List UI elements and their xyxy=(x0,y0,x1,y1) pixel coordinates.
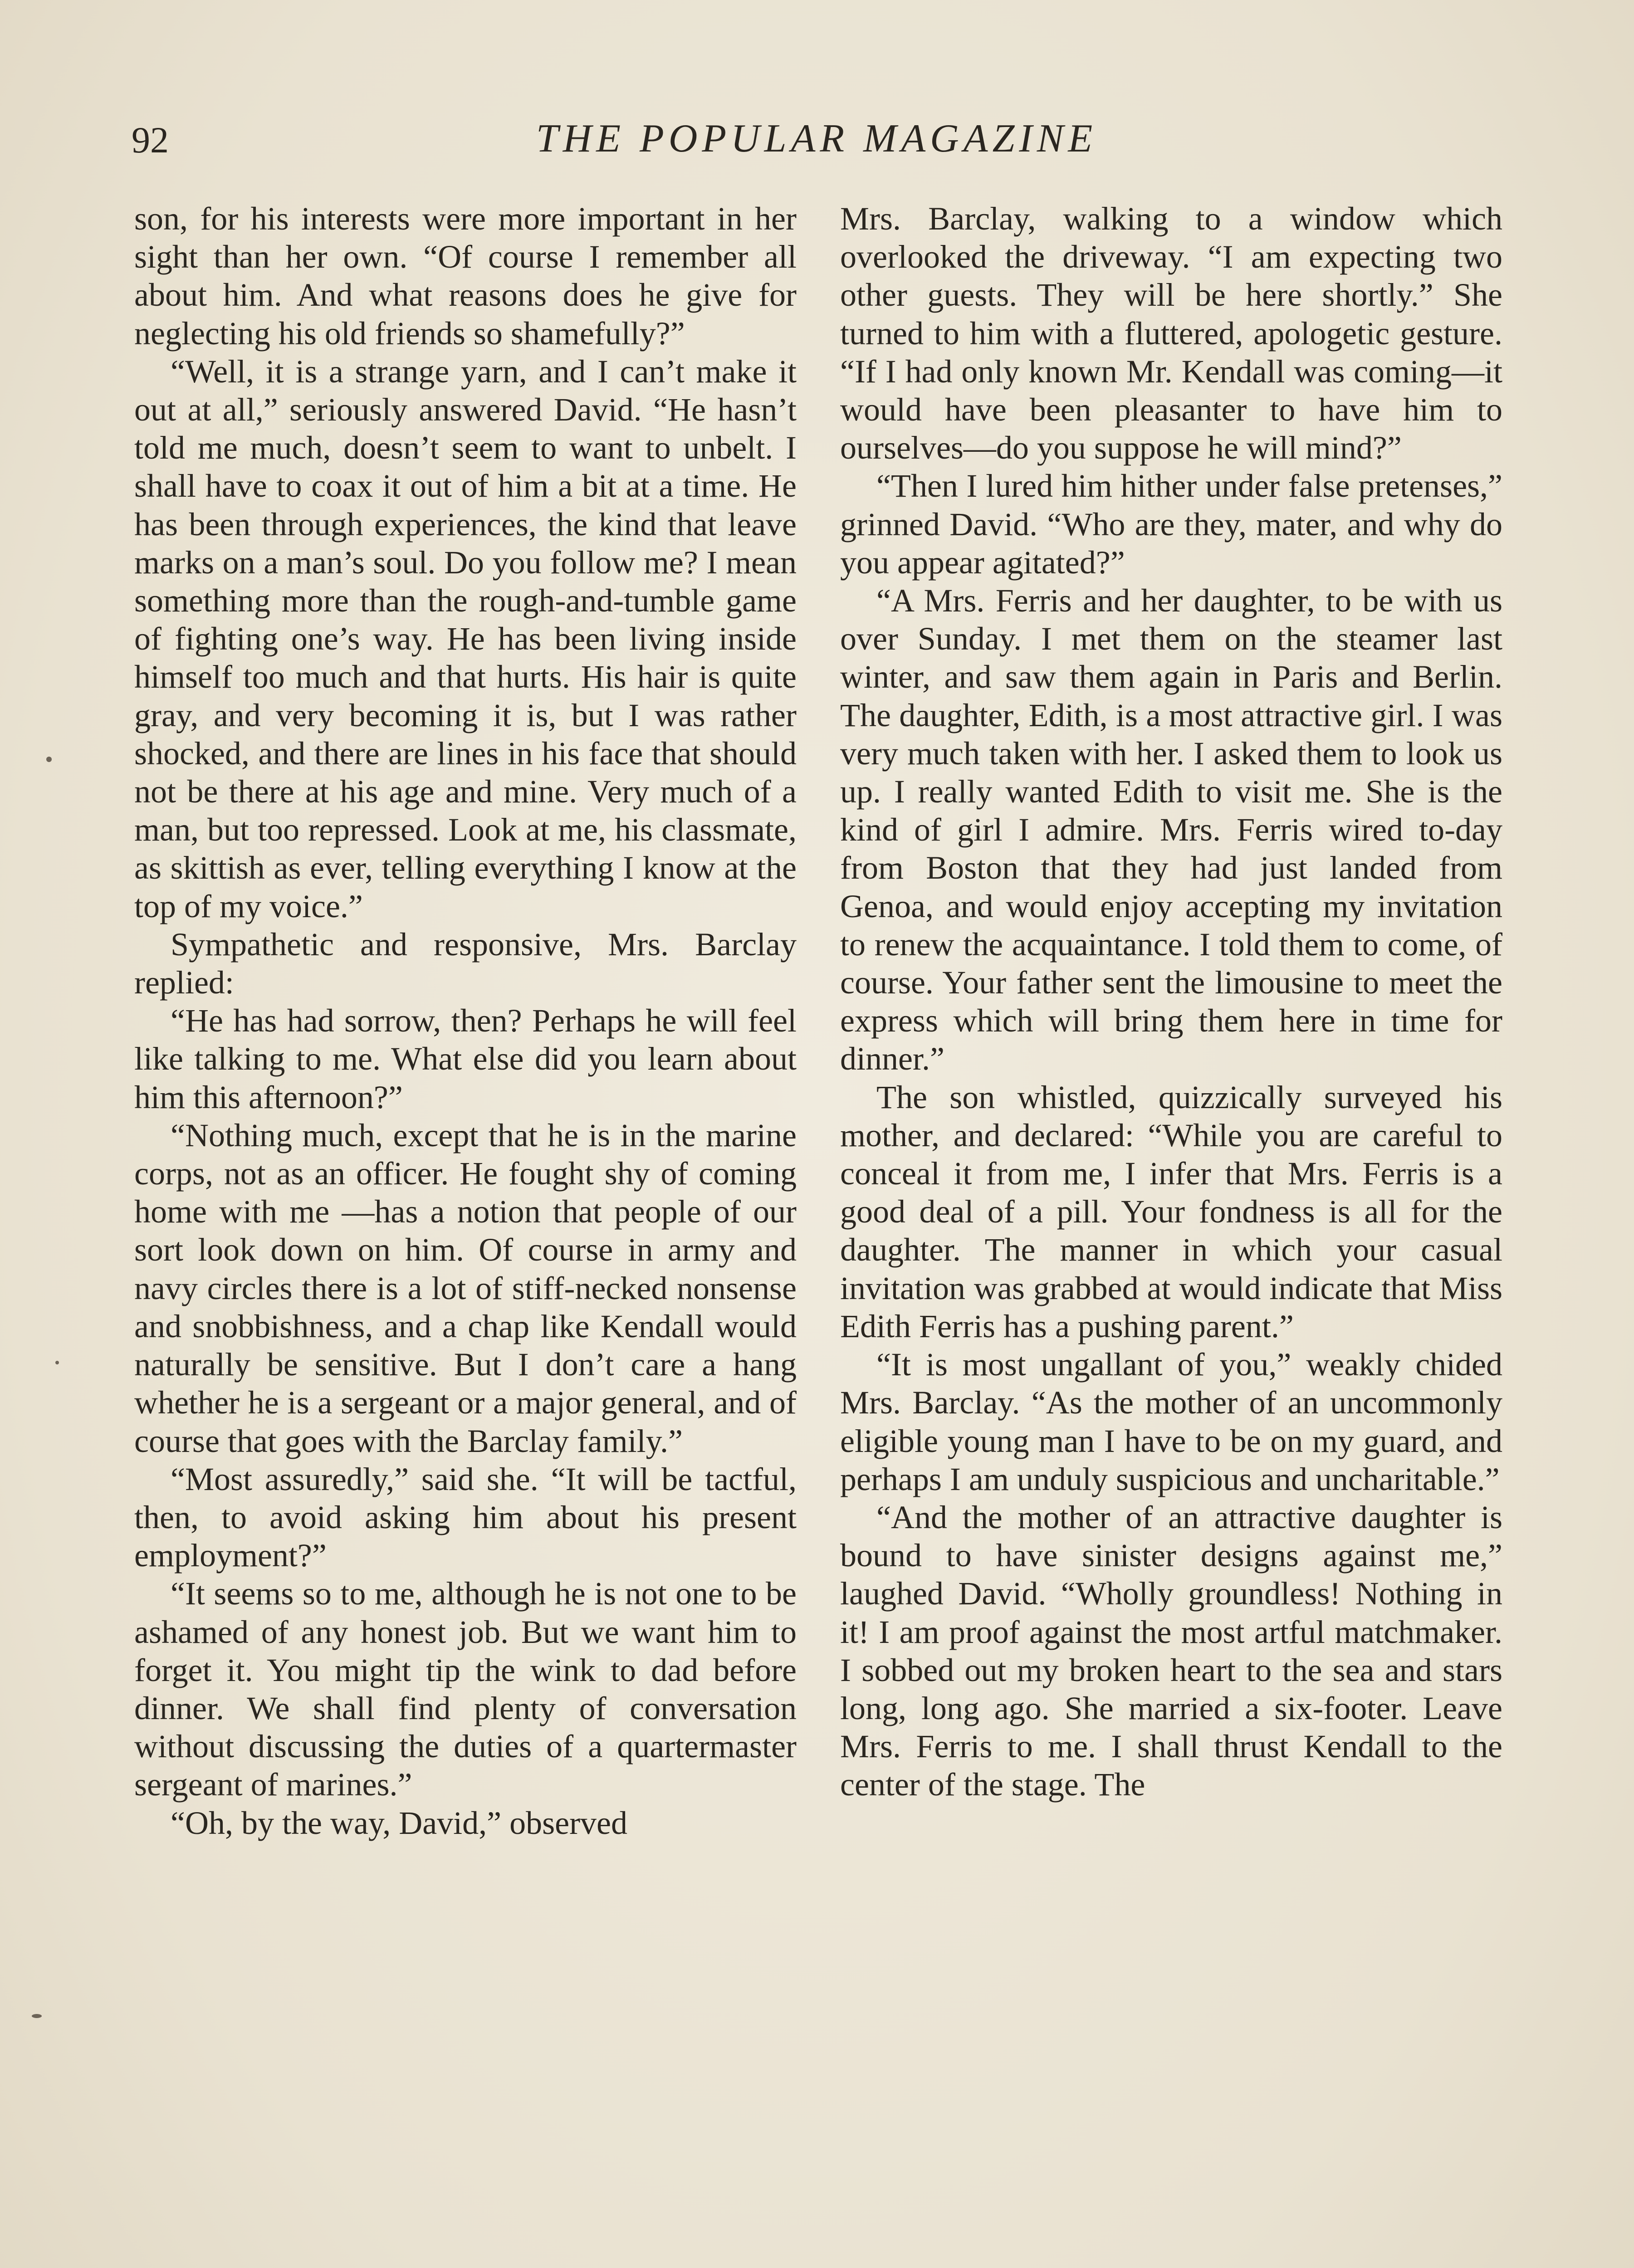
paragraph: “Most assuredly,” said she. “It will be tactful, then, to avoid asking him about his present employment?” xyxy=(134,1461,797,1574)
paragraph: The son whistled, quizzically surveyed his mother, and declared: “While you are careful to conceal it from me, I infer that Mrs. Ferris is a good deal of a pill. Your fondness is all for the daughter. The manner in which your casual invitation was grabbed at would indicate that Miss Edith Ferris has a pushing parent.” xyxy=(840,1079,1502,1344)
left-column xyxy=(134,200,797,1842)
paragraph: “Then I lured him hither under false pretenses,” grinned David. “Who are they, mater, and why do you appear agitated?” xyxy=(840,468,1502,581)
paragraph: Mrs. Barclay, walking to a window which overlooked the driveway. “I am expecting two other guests. They will be here shortly.” She turned to him with a fluttered, apologetic gesture. “If I had only known Mr. Kendall was coming—it would have been pleasanter to have him to ourselves—do you suppose he will mind?” xyxy=(840,200,1502,466)
paper-speck xyxy=(46,757,52,762)
paragraph: “Oh, by the way, David,” observed xyxy=(171,1804,628,1841)
paragraph: “He has had sorrow, then? Perhaps he will feel like talking to me. What else did you learn about him this afternoon?” xyxy=(134,1002,797,1115)
paragraph: son, for his interests were more important in her sight than her own. “Of course I remember all about him. And what reasons does he give for neglecting his old friends so shamefully?” xyxy=(134,200,797,352)
paragraph: Sympathetic and responsive, Mrs. Barclay replied: xyxy=(134,926,797,1001)
page-number: 92 xyxy=(132,119,169,161)
paper-speck xyxy=(55,1361,59,1364)
paragraph: “It seems so to me, although he is not one to be ashamed of any honest job. But we want him to forget it. You might tip the wink to dad before dinner. We shall find plenty of conversation without discussing the duties of a quartermaster sergeant of marines.” xyxy=(134,1575,797,1803)
paragraph: “Nothing much, except that he is in the marine corps, not as an officer. He fought shy of coming home with me —has a notion that people of our sort look down on him. Of course in army and navy circles there is a lot of stiff-necked nonsense and snobbishness, and a chap like Kendall would naturally be sensitive. But I don’t care a hang whether he is a sergeant or a major general, and of course that goes with the Barclay family.” xyxy=(134,1117,797,1459)
running-title: THE POPULAR MAGAZINE xyxy=(536,117,1097,161)
paper-speck xyxy=(32,2014,42,2018)
paragraph: “A Mrs. Ferris and her daughter, to be with us over Sunday. I met them on the steamer last winter, and saw them again in Paris and Berlin. The daughter, Edith, is a most attractive girl. I was very much taken with her. I asked them to look us up. I really wanted Edith to visit me. She is the kind of girl I admire. Mrs. Ferris wired to-day from Boston that they had just landed from Genoa, and would enjoy accepting my invitation to renew the acquaintance. I told them to come, of course. Your father sent the limousine to meet the express which will bring them here in time for dinner.” xyxy=(840,582,1502,1077)
paragraph: “It is most ungallant of you,” weakly chided Mrs. Barclay. “As the mother of an uncommonly eligible young man I have to be on my guard, and perhaps I am unduly suspicious and uncharitable.” xyxy=(840,1346,1502,1497)
paragraph: “And the mother of an attractive daughter is bound to have sinister designs against me,” laughed David. “Wholly groundless! Nothing in it! I am proof against the most artful matchmaker. I sobbed out my broken heart to the sea and stars long, long ago. She married a six-footer. Leave Mrs. Ferris to me. I shall thrust Kendall to the center of the stage. The xyxy=(840,1499,1502,1803)
right-column xyxy=(840,200,1502,1804)
paragraph: “Well, it is a strange yarn, and I can’t make it out at all,” seriously answered David. “He hasn’t told me much, doesn’t seem to want to unbelt. I shall have to coax it out of him a bit at a time. He has been through experiences, the kind that leave marks on a man’s soul. Do you follow me? I mean something more than the rough-and-tumble game of fighting one’s way. He has been living inside himself too much and that hurts. His hair is quite gray, and very becoming it is, but I was rather shocked, and there are lines in his face that should not be there at his age and mine. Very much of a man, but too repressed. Look at me, his classmate, as skittish as ever, telling everything I know at the top of my voice.” xyxy=(134,353,797,924)
